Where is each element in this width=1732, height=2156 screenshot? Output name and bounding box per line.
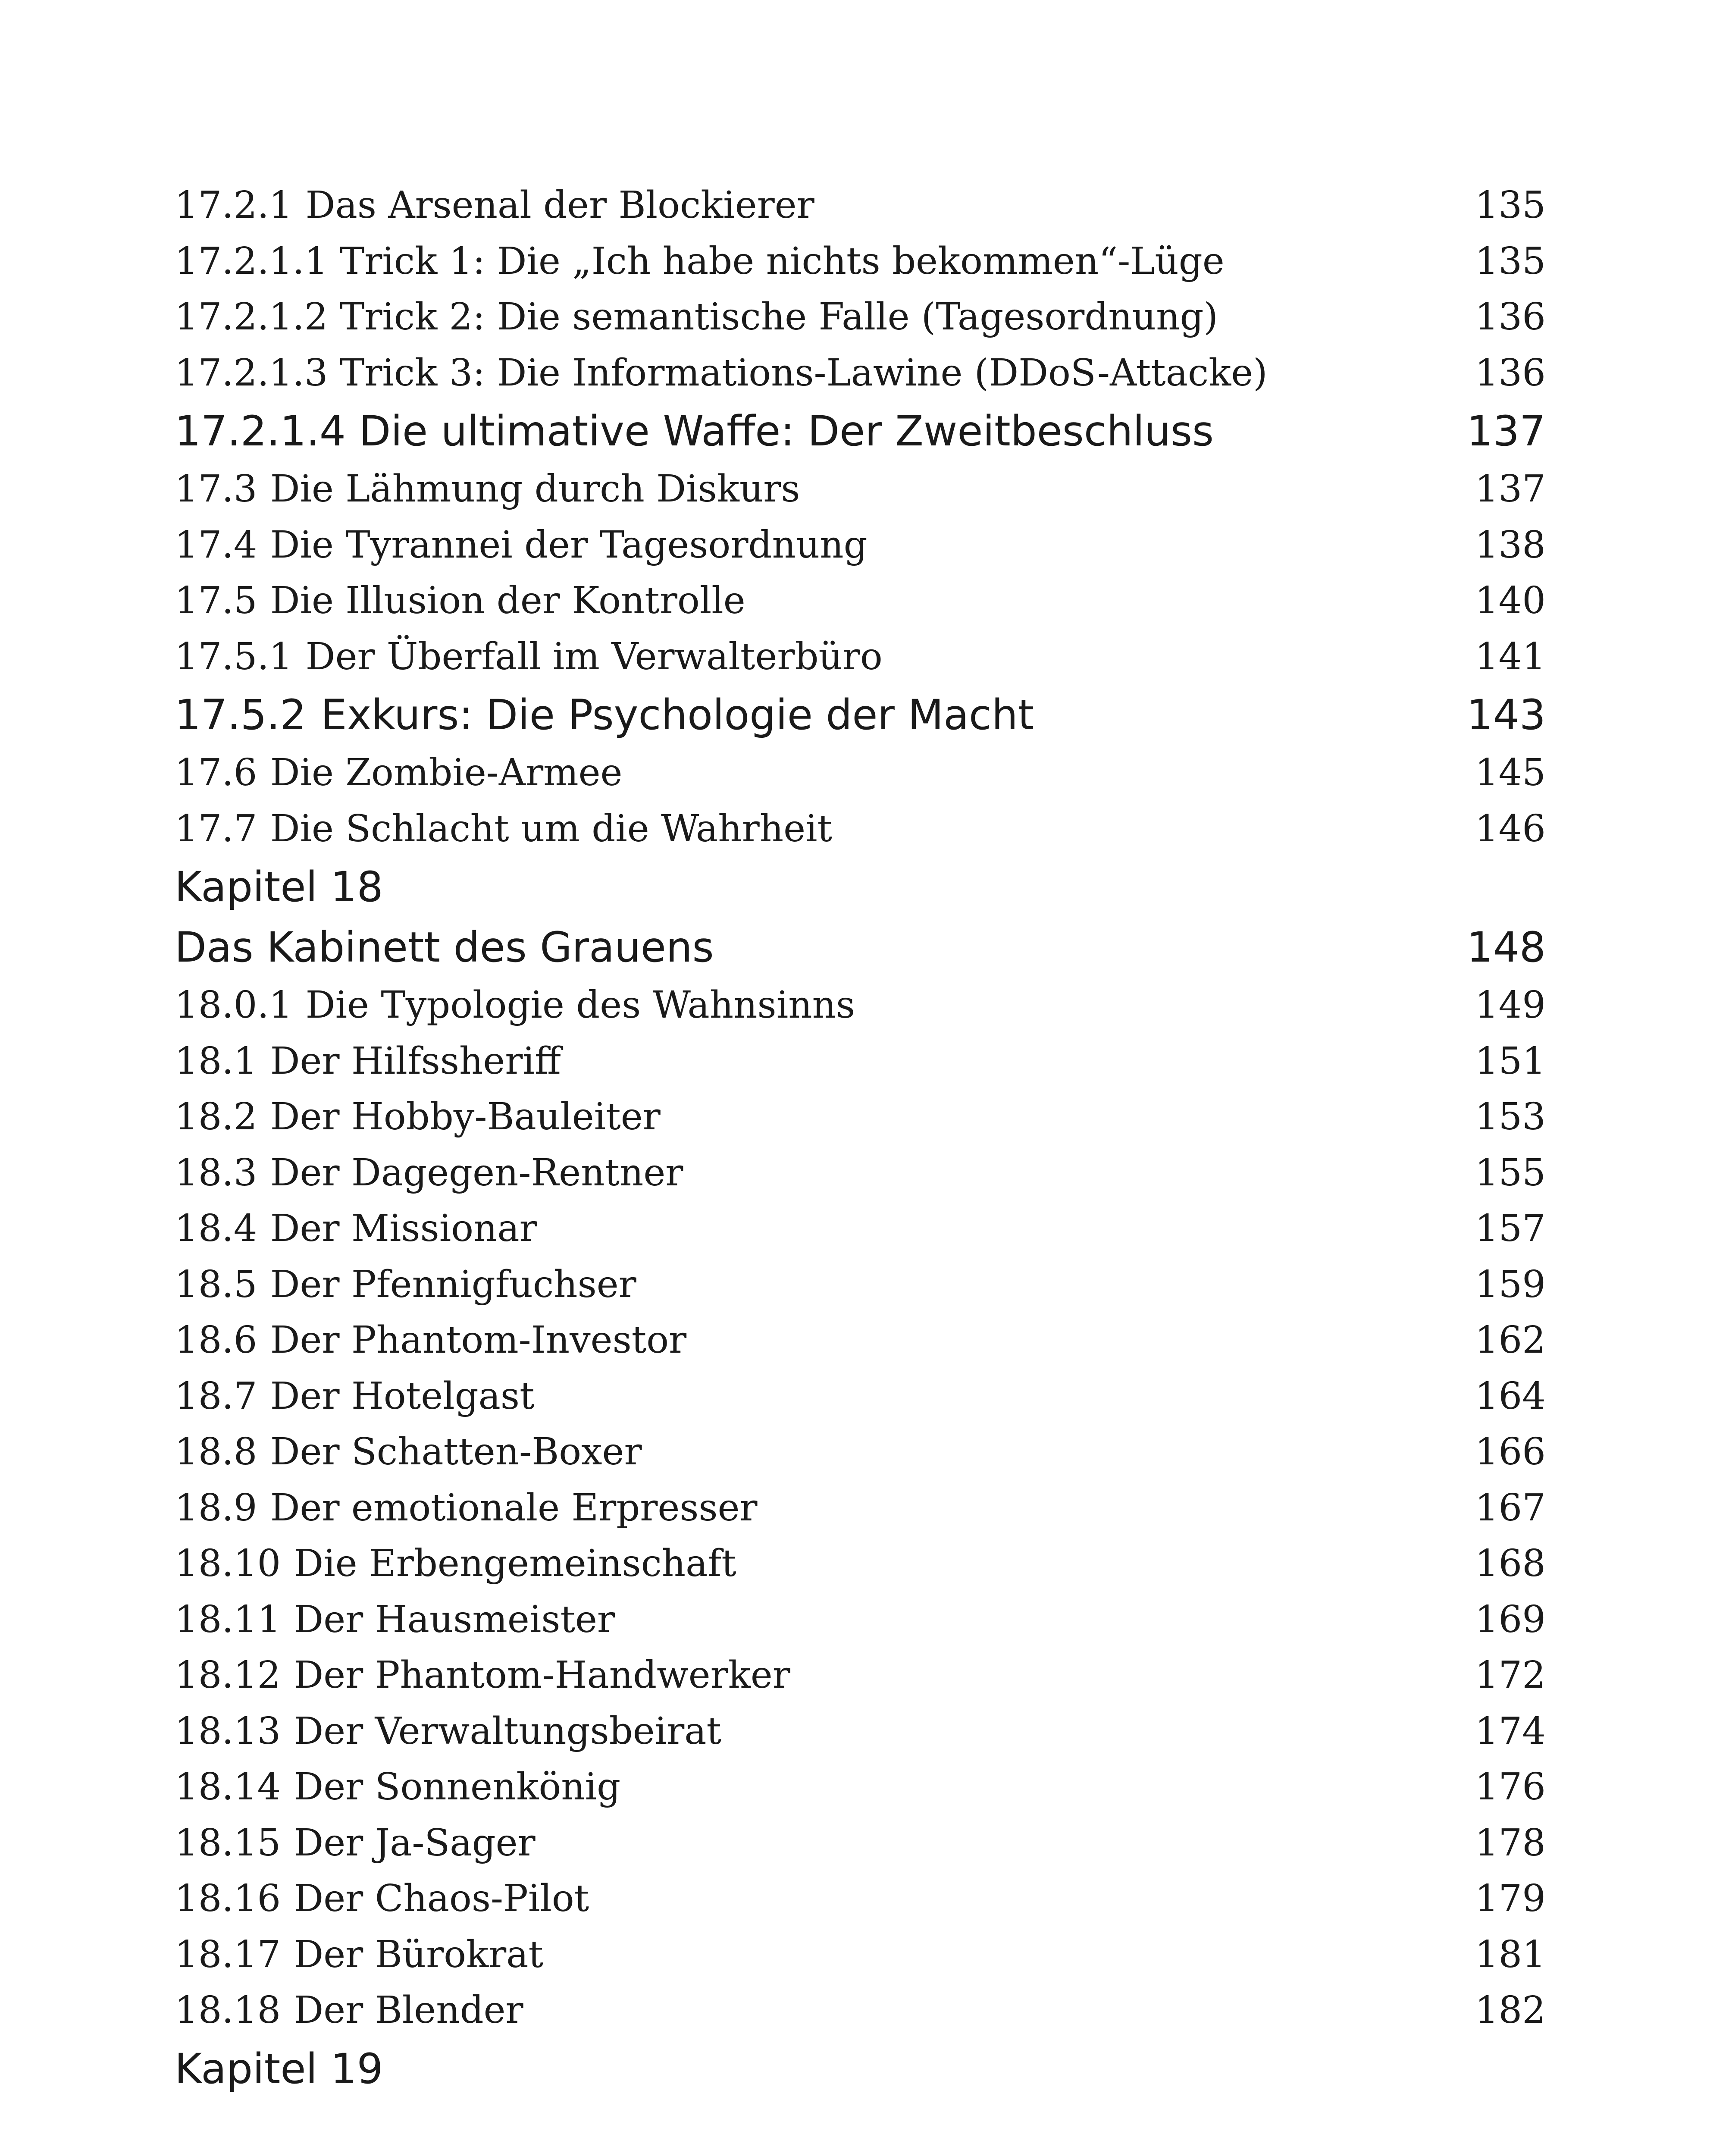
toc-entry [175, 1145, 1546, 1201]
toc-entry-heading [175, 1034, 561, 1090]
toc-entry-page: 141 [1475, 635, 1546, 678]
toc-entry-title: Der Ja-Sager [294, 1821, 536, 1865]
toc-entry-heading [175, 629, 883, 685]
toc-entry-title: 17.2.1.1 Trick 1: Die „Ich habe nichts bekommen“-Lüge [175, 239, 1225, 283]
toc-entry-page: 146 [1475, 807, 1546, 850]
toc-entry-number: 18.0.1 [175, 984, 293, 1027]
toc-entry-heading [175, 917, 714, 978]
toc-entry [175, 801, 1546, 857]
toc-entry [175, 978, 1546, 1034]
toc-entry-title: Der Phantom-Handwerker [294, 1654, 790, 1697]
toc-entry [175, 1089, 1546, 1145]
toc-entry-page: 138 [1475, 523, 1546, 567]
toc-entry-number: 18.3 [175, 1151, 257, 1194]
toc-entry-page: 174 [1475, 1709, 1546, 1753]
toc-entry [175, 1815, 1546, 1871]
toc-entry [175, 1201, 1546, 1257]
toc-entry-page: 153 [1475, 1095, 1546, 1138]
toc-entry-page: 168 [1475, 1542, 1546, 1585]
toc-entry [175, 1313, 1546, 1369]
toc-entry-number: 17.4 [175, 523, 257, 567]
toc-entry-title: Exkurs: Die Psychologie der Macht [320, 691, 1034, 739]
toc-entry-page: 179 [1475, 1877, 1546, 1920]
toc-entry [175, 857, 1546, 917]
toc-entry [175, 1480, 1546, 1536]
toc-entry [175, 1424, 1546, 1480]
toc-entry [175, 629, 1546, 685]
toc-entry-title: Der Bürokrat [294, 1933, 544, 1976]
toc-entry-page: 135 [1475, 184, 1546, 227]
toc-entry-heading [175, 1369, 535, 1425]
toc-entry-title: Der emotionale Erpresser [270, 1486, 758, 1529]
toc-entry-heading [175, 234, 1225, 290]
toc-entry [175, 1983, 1546, 2039]
toc-entry-number: 18.15 [175, 1821, 281, 1865]
toc-entry-title: Der Missionar [270, 1207, 537, 1250]
toc-entry-number: 18.13 [175, 1709, 281, 1753]
toc-entry-title: Der Verwaltungsbeirat [294, 1709, 722, 1753]
toc-entry-number: 18.14 [175, 1765, 281, 1808]
toc-entry-heading [175, 1480, 758, 1536]
toc-entry-number: 17.6 [175, 751, 257, 794]
toc-entry-heading [175, 857, 383, 917]
toc-entry-title: Der Hilfssheriff [270, 1039, 561, 1083]
toc-entry-title: Der Chaos-Pilot [294, 1877, 589, 1920]
toc-entry-page: 176 [1475, 1765, 1546, 1808]
toc-entry-heading [175, 1313, 686, 1369]
table-of-contents [175, 178, 1546, 2099]
toc-entry-title: Der Hobby-Bauleiter [270, 1095, 661, 1138]
toc-entry [175, 1369, 1546, 1425]
toc-entry-page: 143 [1466, 691, 1546, 739]
toc-entry-heading [175, 1145, 683, 1201]
toc-entry [175, 573, 1546, 629]
toc-entry-number: 18.12 [175, 1654, 281, 1697]
toc-entry [175, 1704, 1546, 1760]
toc-entry [175, 1927, 1546, 1983]
toc-entry-page: 159 [1475, 1263, 1546, 1306]
toc-entry [175, 1592, 1546, 1648]
toc-entry-page: 149 [1475, 984, 1546, 1027]
toc-entry [175, 1648, 1546, 1704]
toc-entry-title: Die Zombie-Armee [270, 751, 623, 794]
toc-entry-number: 18.4 [175, 1207, 257, 1250]
toc-entry-title: Der Überfall im Verwalterbüro [305, 635, 883, 678]
toc-entry-heading [175, 178, 814, 234]
toc-entry-page: 137 [1475, 467, 1546, 511]
toc-entry-heading [175, 1815, 536, 1871]
toc-entry-title: Der Schatten-Boxer [270, 1430, 642, 1473]
toc-entry [175, 1034, 1546, 1090]
toc-entry-title: Die Schlacht um die Wahrheit [270, 807, 833, 850]
toc-entry-page: 178 [1475, 1821, 1546, 1865]
toc-entry [175, 234, 1546, 290]
toc-entry-page: 164 [1475, 1374, 1546, 1418]
toc-entry [175, 401, 1546, 461]
toc-entry-number: 18.17 [175, 1933, 281, 1976]
toc-entry-heading [175, 1257, 636, 1313]
toc-entry [175, 1871, 1546, 1927]
toc-entry-page: 182 [1475, 1989, 1546, 2032]
toc-entry-number: 18.11 [175, 1598, 281, 1641]
toc-entry-heading [175, 801, 832, 857]
toc-entry-number: 18.7 [175, 1374, 257, 1418]
toc-entry-heading [175, 1592, 615, 1648]
toc-entry-number: 18.1 [175, 1039, 257, 1083]
toc-entry-title: Die Illusion der Kontrolle [270, 579, 745, 622]
toc-entry-page: 136 [1475, 351, 1546, 395]
toc-entry-number: 17.5 [175, 579, 257, 622]
toc-entry-title: Kapitel 18 [175, 863, 383, 911]
toc-entry-title: Der Dagegen-Rentner [270, 1151, 683, 1194]
toc-entry-title: Der Pfennigfuchser [270, 1263, 636, 1306]
toc-entry-title: Die Typologie des Wahnsinns [305, 984, 855, 1027]
toc-entry-title: Der Phantom-Investor [270, 1319, 687, 1362]
toc-entry [175, 517, 1546, 573]
toc-entry-heading [175, 1759, 620, 1815]
toc-entry-heading [175, 1089, 661, 1145]
toc-entry-title: Die Tyrannei der Tagesordnung [270, 523, 868, 567]
toc-entry-title: Der Hotelgast [270, 1374, 535, 1418]
toc-entry-heading [175, 1648, 790, 1704]
toc-entry-heading [175, 1927, 543, 1983]
toc-entry-page: 162 [1475, 1319, 1546, 1362]
toc-entry-title: 17.2.1.2 Trick 2: Die semantische Falle (Tagesordnung) [175, 295, 1218, 338]
toc-entry-heading [175, 1704, 721, 1760]
toc-entry [175, 1759, 1546, 1815]
toc-entry-page: 166 [1475, 1430, 1546, 1473]
toc-entry-number: 17.5.2 [175, 691, 307, 739]
toc-entry [175, 1536, 1546, 1592]
toc-entry-page: 136 [1475, 295, 1546, 338]
toc-entry-page: 172 [1475, 1654, 1546, 1697]
toc-entry-title: Der Hausmeister [294, 1598, 615, 1641]
toc-entry-number: 18.9 [175, 1486, 257, 1529]
toc-entry-title: Kapitel 19 [175, 2044, 383, 2093]
toc-entry-heading [175, 2039, 383, 2099]
toc-entry-heading [175, 685, 1034, 745]
toc-entry-number: 18.10 [175, 1542, 281, 1585]
toc-entry-heading [175, 573, 745, 629]
toc-entry [175, 917, 1546, 978]
toc-entry-heading [175, 1536, 736, 1592]
toc-entry-number: 17.3 [175, 467, 257, 511]
toc-entry-heading [175, 289, 1218, 345]
toc-entry-number: 18.6 [175, 1319, 257, 1362]
toc-entry-heading [175, 401, 1214, 461]
toc-entry-page: 151 [1475, 1039, 1546, 1083]
toc-entry-page: 181 [1475, 1933, 1546, 1976]
toc-entry-heading [175, 345, 1268, 401]
toc-entry-title: Das Kabinett des Grauens [175, 923, 714, 971]
toc-entry-heading [175, 1424, 642, 1480]
toc-entry-number: 17.2.1 [175, 184, 293, 227]
toc-entry-page: 137 [1466, 407, 1546, 455]
toc-entry-title: Die Lähmung durch Diskurs [270, 467, 800, 511]
toc-entry-page: 145 [1475, 751, 1546, 794]
toc-entry-number: 18.18 [175, 1989, 281, 2032]
toc-entry-heading [175, 517, 868, 573]
toc-entry-heading [175, 978, 855, 1034]
toc-entry-title: 17.2.1.3 Trick 3: Die Informations-Lawine (DDoS-Attacke) [175, 351, 1268, 395]
toc-entry [175, 1257, 1546, 1313]
toc-entry-page: 157 [1475, 1207, 1546, 1250]
toc-entry-heading [175, 1983, 523, 2039]
toc-entry [175, 2039, 1546, 2099]
toc-entry-title: Das Arsenal der Blockierer [305, 184, 814, 227]
toc-entry-page: 169 [1475, 1598, 1546, 1641]
toc-entry-page: 148 [1466, 923, 1546, 971]
toc-entry [175, 461, 1546, 517]
toc-entry-heading [175, 461, 800, 517]
toc-entry-heading [175, 1201, 537, 1257]
toc-entry-number: 18.16 [175, 1877, 281, 1920]
toc-entry-page: 135 [1475, 239, 1546, 283]
toc-entry-number: 17.7 [175, 807, 257, 850]
toc-entry-page: 167 [1475, 1486, 1546, 1529]
toc-entry-number: 18.2 [175, 1095, 257, 1138]
toc-entry-title: Die Erbengemeinschaft [294, 1542, 736, 1585]
toc-entry-number: 18.8 [175, 1430, 257, 1473]
toc-entry-title: Der Blender [294, 1989, 523, 2032]
toc-entry [175, 345, 1546, 401]
toc-entry-page: 140 [1475, 579, 1546, 622]
toc-entry-page: 155 [1475, 1151, 1546, 1194]
toc-entry-heading [175, 745, 622, 801]
toc-entry-heading [175, 1871, 589, 1927]
toc-entry-title: 17.2.1.4 Die ultimative Waffe: Der Zweitbeschluss [175, 407, 1214, 455]
toc-entry [175, 745, 1546, 801]
toc-entry-number: 17.5.1 [175, 635, 293, 678]
toc-entry-number: 18.5 [175, 1263, 257, 1306]
toc-entry-title: Der Sonnenkönig [294, 1765, 621, 1808]
toc-entry [175, 685, 1546, 745]
toc-entry [175, 178, 1546, 234]
toc-entry [175, 289, 1546, 345]
